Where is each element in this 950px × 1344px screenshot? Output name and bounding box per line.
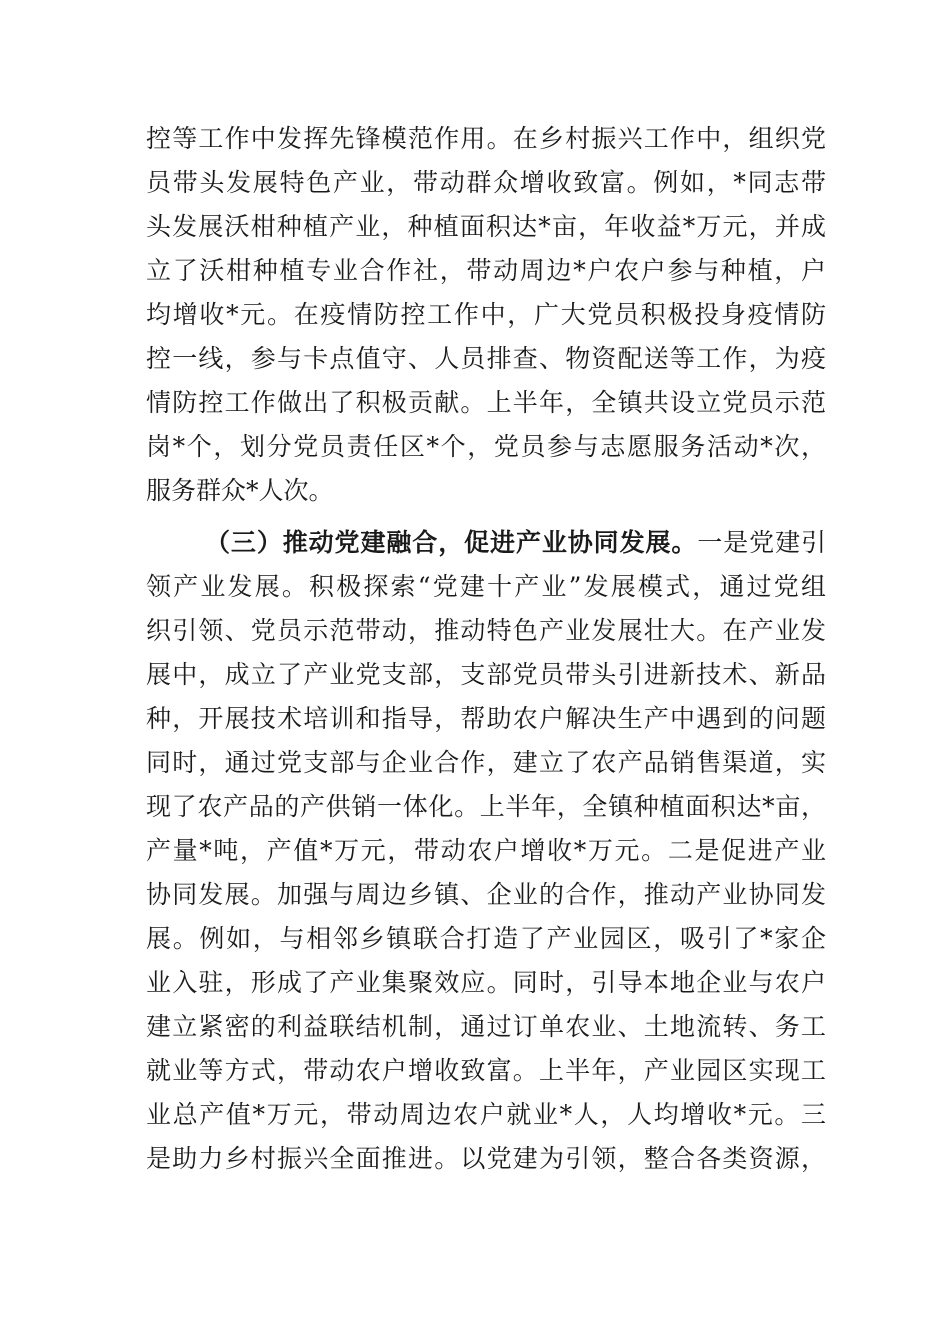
text-line: 建立紧密的利益联结机制，通过订单农业、土地流转、务工 xyxy=(146,1012,826,1041)
text-line: 产量*吨，产值*万元，带动农户增收*万元。二是促进产业 xyxy=(146,836,826,865)
text-line: 控等工作中发挥先锋模范作用。在乡村振兴工作中，组织党 xyxy=(146,124,826,153)
text-line: 均增收*元。在疫情防控工作中，广大党员积极投身疫情防 xyxy=(146,300,826,329)
text-line: 展。例如，与相邻乡镇联合打造了产业园区，吸引了*家企 xyxy=(146,924,826,953)
text-line: 种，开展技术培训和指导，帮助农户解决生产中遇到的问题 xyxy=(146,704,826,733)
text-line: 现了农产品的产供销一体化。上半年，全镇种植面积达*亩， xyxy=(146,792,826,821)
text-line: 是助力乡村振兴全面推进。以党建为引领，整合各类资源， xyxy=(146,1144,826,1173)
text-line: 员带头发展特色产业，带动群众增收致富。例如，*同志带 xyxy=(146,168,826,197)
text-line: 业总产值*万元，带动周边农户就业*人，人均增收*元。三 xyxy=(146,1100,826,1129)
text-line: 业入驻，形成了产业集聚效应。同时，引导本地企业与农户 xyxy=(146,968,826,997)
text-line: 织引领、党员示范带动，推动特色产业发展壮大。在产业发 xyxy=(146,616,826,645)
text-line: 岗*个，划分党员责任区*个，党员参与志愿服务活动*次， xyxy=(146,432,826,461)
text-line: 协同发展。加强与周边乡镇、企业的合作，推动产业协同发 xyxy=(146,880,826,909)
text-line: 情防控工作做出了积极贡献。上半年，全镇共设立党员示范 xyxy=(146,388,826,417)
text-line: 展中，成立了产业党支部，支部党员带头引进新技术、新品 xyxy=(146,660,826,689)
text-line: 领产业发展。积极探索“党建十产业”发展模式，通过党组 xyxy=(146,572,826,601)
section-heading-rest: 一是党建引 xyxy=(697,528,826,557)
text-line: 同时，通过党支部与企业合作，建立了农产品销售渠道，实 xyxy=(146,748,826,777)
text-line: 控一线，参与卡点值守、人员排查、物资配送等工作，为疫 xyxy=(146,344,826,373)
text-line: 立了沃柑种植专业合作社，带动周边*户农户参与种植，户 xyxy=(146,256,826,285)
section-heading: （三）推动党建融合，促进产业协同发展。 xyxy=(205,528,698,557)
text-line: 头发展沃柑种植产业，种植面积达*亩，年收益*万元，并成 xyxy=(146,212,826,241)
section-heading-line xyxy=(205,521,826,565)
text-line: 就业等方式，带动农户增收致富。上半年，产业园区实现工 xyxy=(146,1056,826,1085)
text-line: 服务群众*人次。 xyxy=(146,476,334,505)
